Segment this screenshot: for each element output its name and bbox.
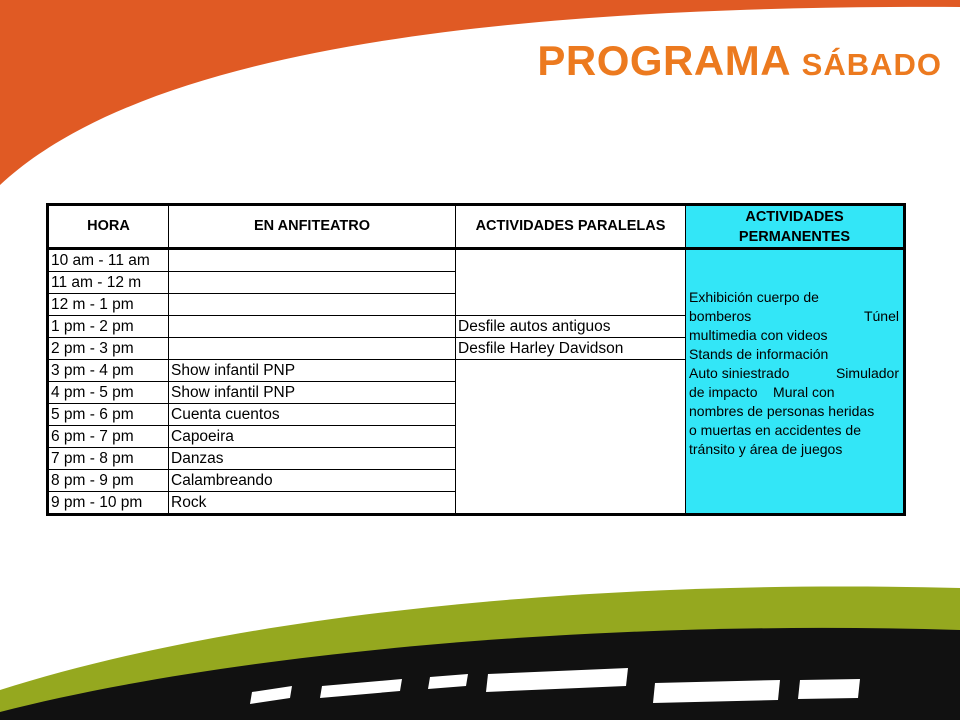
title-sub: SÁBADO bbox=[801, 47, 942, 82]
cell-anfiteatro: Capoeira bbox=[169, 426, 456, 448]
cell-hora: 5 pm - 6 pm bbox=[48, 404, 169, 426]
perm-text: Mural con bbox=[773, 384, 835, 400]
perm-text: Simulador bbox=[835, 365, 899, 381]
cell-hora: 9 pm - 10 pm bbox=[48, 492, 169, 515]
cell-anfiteatro bbox=[169, 338, 456, 360]
cell-hora: 4 pm - 5 pm bbox=[48, 382, 169, 404]
perm-line bbox=[689, 307, 899, 326]
perm-line: o muertas en accidentes de bbox=[689, 422, 861, 438]
header-permanentes bbox=[686, 205, 905, 249]
cell-hora: 1 pm - 2 pm bbox=[48, 316, 169, 338]
cell-anfiteatro: Rock bbox=[169, 492, 456, 515]
cell-anfiteatro bbox=[169, 294, 456, 316]
title-main: PROGRAMA bbox=[537, 37, 790, 84]
table-row bbox=[48, 249, 905, 272]
road-dash bbox=[653, 680, 780, 703]
cell-anfiteatro: Danzas bbox=[169, 448, 456, 470]
perm-line: Stands de información bbox=[689, 346, 829, 362]
cell-paralelas-empty bbox=[456, 360, 686, 515]
cell-hora: 11 am - 12 m bbox=[48, 272, 169, 294]
perm-text: Auto siniestrado bbox=[689, 365, 790, 381]
cell-paralelas: Desfile autos antiguos bbox=[456, 316, 686, 338]
road-dash bbox=[798, 679, 860, 699]
perm-line: Exhibición cuerpo de bbox=[689, 289, 819, 305]
orange-swoosh bbox=[0, 0, 960, 185]
cell-hora: 6 pm - 7 pm bbox=[48, 426, 169, 448]
cell-anfiteatro bbox=[169, 249, 456, 272]
perm-text: Túnel bbox=[863, 308, 899, 324]
header-hora: HORA bbox=[48, 205, 169, 249]
cell-hora: 8 pm - 9 pm bbox=[48, 470, 169, 492]
cell-anfiteatro: Show infantil PNP bbox=[169, 360, 456, 382]
cell-permanentes bbox=[686, 249, 905, 515]
cell-hora: 12 m - 1 pm bbox=[48, 294, 169, 316]
cell-paralelas: Desfile Harley Davidson bbox=[456, 338, 686, 360]
cell-anfiteatro: Calambreando bbox=[169, 470, 456, 492]
cell-anfiteatro: Cuenta cuentos bbox=[169, 404, 456, 426]
header-paralelas: ACTIVIDADES PARALELAS bbox=[456, 205, 686, 249]
header-permanentes-line2: PERMANENTES bbox=[738, 228, 851, 245]
schedule-table bbox=[46, 203, 906, 516]
perm-text: bomberos bbox=[689, 308, 752, 324]
cell-anfiteatro: Show infantil PNP bbox=[169, 382, 456, 404]
cell-anfiteatro bbox=[169, 316, 456, 338]
cell-hora: 7 pm - 8 pm bbox=[48, 448, 169, 470]
perm-line bbox=[689, 383, 899, 402]
cell-hora: 10 am - 11 am bbox=[48, 249, 169, 272]
cell-hora: 2 pm - 3 pm bbox=[48, 338, 169, 360]
table-header-row bbox=[48, 205, 905, 249]
perm-line: nombres de personas heridas bbox=[689, 403, 875, 419]
cell-anfiteatro bbox=[169, 272, 456, 294]
perm-line bbox=[689, 364, 899, 383]
perm-line: multimedia con videos bbox=[689, 327, 828, 343]
cell-hora: 3 pm - 4 pm bbox=[48, 360, 169, 382]
header-anfiteatro: EN ANFITEATRO bbox=[169, 205, 456, 249]
perm-text: de impacto bbox=[689, 384, 758, 400]
header-permanentes-line1: ACTIVIDADES bbox=[745, 208, 844, 225]
cell-paralelas-empty bbox=[456, 249, 686, 316]
perm-line: tránsito y área de juegos bbox=[689, 441, 843, 457]
page-title bbox=[537, 37, 942, 84]
